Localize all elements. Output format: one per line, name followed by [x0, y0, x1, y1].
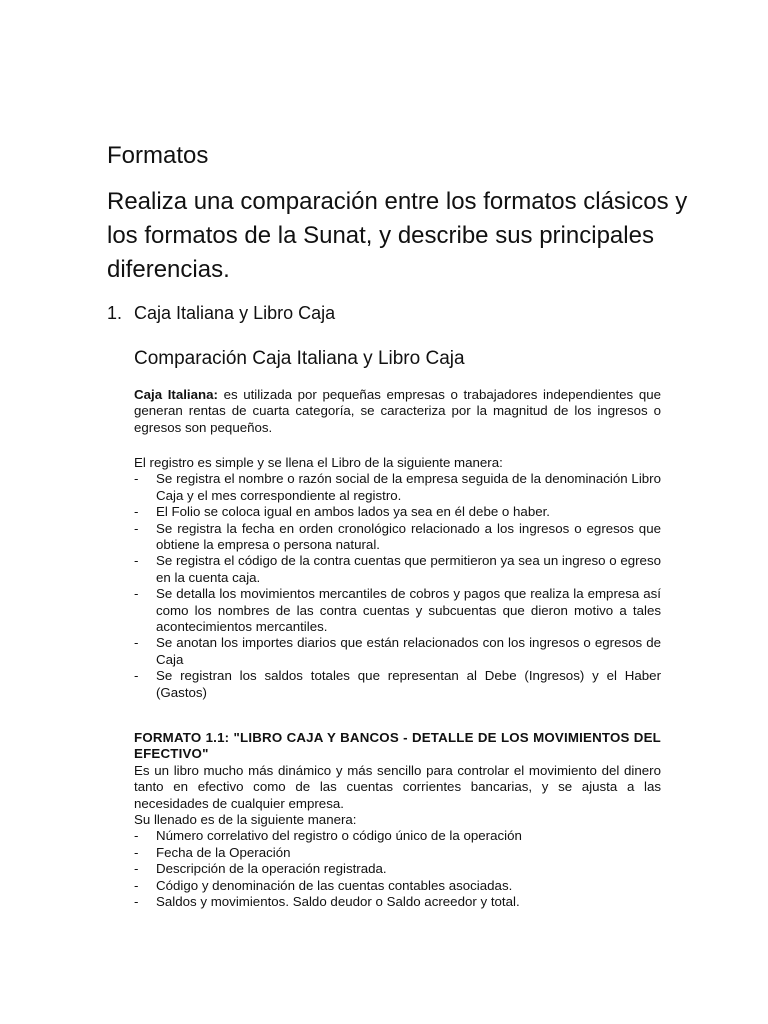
dash-marker: - — [134, 520, 139, 536]
dash-marker: - — [134, 894, 139, 910]
registro-section — [134, 455, 661, 701]
list-item — [134, 894, 661, 910]
dash-marker: - — [134, 471, 139, 487]
section-number: 1. — [107, 303, 123, 323]
list-item-text: Se registra el código de la contra cuentas que permitieron ya sea un ingreso o egreso en la cuenta caja. — [156, 553, 661, 585]
list-item-text: Fecha de la Operación — [156, 844, 291, 860]
dash-marker: - — [134, 668, 139, 684]
registro-intro: El registro es simple y se llena el Libro de la siguiente manera: — [134, 455, 503, 470]
dash-marker: - — [134, 586, 139, 602]
dash-marker: - — [134, 553, 139, 569]
dash-marker: - — [134, 861, 139, 877]
caja-italiana-text: es utilizada por pequeñas empresas o trabajadores independientes que generan rentas de cuarta categoría, se caracteriza por la magnitud de los ingresos o egresos son pequeños. — [134, 387, 662, 435]
section-label: Caja Italiana y Libro Caja — [134, 303, 336, 323]
list-item-text: Código y denominación de las cuentas contables asociadas. — [156, 877, 513, 893]
list-item — [134, 668, 661, 701]
list-item-text: Se registra la fecha en orden cronológico relacionado a los ingresos o egresos que obtiene la empresa o persona natural. — [156, 520, 661, 553]
list-item — [134, 553, 661, 586]
dash-marker: - — [134, 635, 139, 651]
list-item-text: Saldos y movimientos. Saldo deudor o Saldo acreedor y total. — [156, 894, 520, 910]
list-item — [134, 521, 661, 554]
dash-marker: - — [134, 504, 139, 520]
caja-italiana-term: Caja Italiana: — [134, 387, 218, 402]
list-item-text: El Folio se coloca igual en ambos lados ya sea en él debe o haber. — [156, 504, 550, 520]
page-subtitle: Realiza una comparación entre los formatos clásicos y los formatos de la Sunat, y describe sus principales diferencias. — [107, 188, 688, 283]
list-item-text: Se registran los saldos totales que representan al Debe (Ingresos) y el Haber (Gastos) — [156, 668, 661, 700]
list-item — [134, 471, 661, 504]
caja-italiana-paragraph — [134, 387, 661, 436]
list-item — [134, 828, 661, 844]
section-heading-1 — [107, 301, 335, 325]
page-title: Formatos — [107, 142, 209, 169]
list-item-text: Se registra el nombre o razón social de la empresa seguida de la denominación Libro Caja y el mes correspondiente al registro. — [156, 471, 661, 503]
formato-list — [134, 828, 661, 910]
formato-section — [134, 730, 661, 910]
list-item — [134, 586, 661, 635]
list-item — [134, 878, 661, 894]
list-item-text: Descripción de la operación registrada. — [156, 861, 387, 877]
formato-llenado: Su llenado es de la siguiente manera: — [134, 812, 357, 828]
dash-marker: - — [134, 828, 139, 844]
list-item — [134, 504, 661, 520]
dash-marker: - — [134, 877, 139, 893]
list-item-text: Se anotan los importes diarios que están relacionados con los ingresos o egresos de Caja — [156, 635, 661, 667]
list-item — [134, 635, 661, 668]
list-item — [134, 861, 661, 877]
formato-title: FORMATO 1.1: "LIBRO CAJA Y BANCOS - DETALLE DE LOS MOVIMIENTOS DEL EFECTIVO" — [134, 730, 661, 762]
list-item-text: Número correlativo del registro o código único de la operación — [156, 828, 522, 844]
formato-description: Es un libro mucho más dinámico y más sencillo para controlar el movimiento del dinero tanto en efectivo como de las cuentas corrientes bancarias, y se ajusta a las necesidades de cualquier empresa. — [134, 762, 661, 811]
list-item-text: Se detalla los movimientos mercantiles de cobros y pagos que realiza la empresa así como los nombres de las contra cuentas y subcuentas que dieron motivo a tales acontecimientos mercantiles. — [156, 586, 661, 635]
comparison-heading: Comparación Caja Italiana y Libro Caja — [134, 348, 465, 369]
registro-list — [134, 471, 661, 701]
list-item — [134, 845, 661, 861]
dash-marker: - — [134, 844, 139, 860]
